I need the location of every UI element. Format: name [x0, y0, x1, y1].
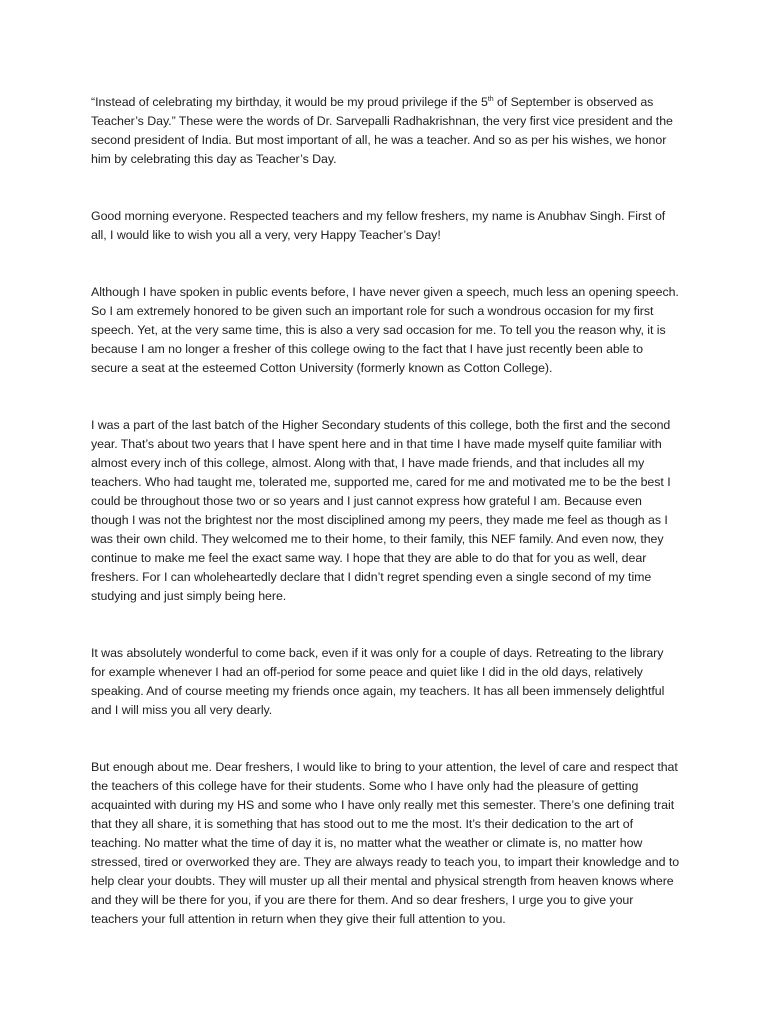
paragraph-greeting: Good morning everyone. Respected teachers and my fellow freshers, my name is Anubhav Singh. First of all, I would like to wish you all a very, very Happy Teacher’s Day! — [91, 209, 666, 242]
paragraph-college-memories: I was a part of the last batch of the Higher Secondary students of this college, both the first and the second year. That’s about two years that I have spent here and in that time I have made myself quite familiar with almost every inch of this college, almost. Along with that, I have made friends, and that includes all my teachers. Who had taught me, tolerated me, supported me, cared for me and motivated me to be the best I could be throughout those two or so years and I just cannot express how grateful I am. Because even though I was not the brightest nor the most disciplined among my peers, they made me feel as though as I was their own child. They welcomed me to their home, to their family, this NEF family. And even now, they continue to make me feel the exact same way. I hope that they are able to do that for you as well, dear freshers. For I can wholeheartedly declare that I didn’t regret spending even a single second of my time studying and just simply being here. — [91, 418, 671, 603]
paragraph-coming-back: It was absolutely wonderful to come back, even if it was only for a couple of days. Retreating to the library for example whenever I had an off-period for some peace and quiet like I did in the old days, relatively speaking. And of course meeting my friends once again, my teachers. It has all been immensely delightful and I will miss you all very dearly. — [91, 646, 665, 717]
speech-body — [91, 93, 681, 967]
paragraph-opening-quote — [91, 93, 681, 169]
paragraph-first-speech: Although I have spoken in public events before, I have never given a speech, much less an opening speech. So I am extremely honored to be given such an important role for such a wondrous occasion for my first speech. Yet, at the very same time, this is also a very sad occasion for me. To tell you the reason why, it is because I am no longer a fresher of this college owing to the fact that I have just recently been able to secure a seat at the esteemed Cotton University (formerly known as Cotton College). — [91, 285, 679, 375]
ordinal-suffix: th — [487, 95, 494, 103]
quote-text-rest: of September is observed as Teacher’s Day.” These were the words of Dr. Sarvepalli Radhakrishnan, the very first vice president and the second president of India. But most important of all, he was a teacher. And so as per his wishes, we honor him by celebrating this day as Teacher’s Day. — [91, 95, 673, 166]
quote-text-start: “Instead of celebrating my birthday, it would be my proud privilege if the 5 — [91, 95, 488, 109]
paragraph-teacher-dedication: But enough about me. Dear freshers, I would like to bring to your attention, the level of care and respect that the teachers of this college have for their students. Some who I have only had the pleasure of getting acquainted with during my HS and some who I have only really met this semester. There’s one defining trait that they all share, it is something that has stood out to me the most. It’s their dedication to the art of teaching. No matter what the time of day it is, no matter what the weather or climate is, no matter how stressed, tired or overworked they are. They are always ready to teach you, to impart their knowledge and to help clear your doubts. They will muster up all their mental and physical strength from heaven knows where and they will be there for you, if you are there for them. And so dear freshers, I urge you to give your teachers your full attention in return when they give their full attention to you. — [91, 760, 680, 926]
